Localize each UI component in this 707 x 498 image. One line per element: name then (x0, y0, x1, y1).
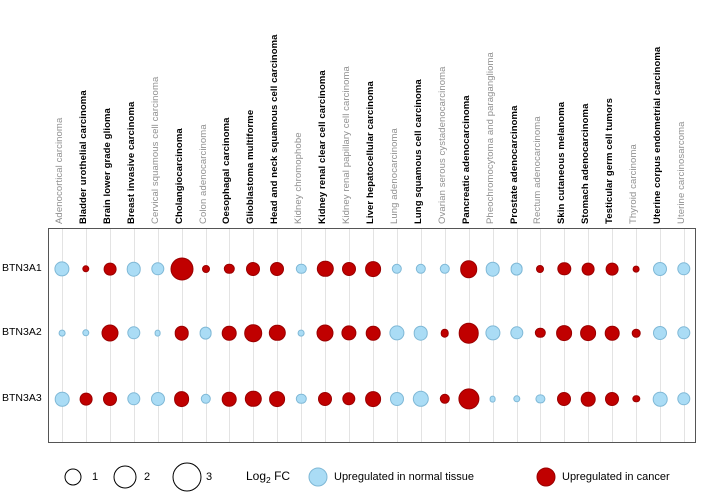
data-point (485, 325, 500, 340)
column-label: Breast invasive carcinoma (125, 101, 137, 224)
data-point (510, 263, 523, 276)
data-point (202, 265, 210, 273)
data-point (653, 262, 667, 276)
data-point (440, 394, 450, 404)
data-point (414, 326, 429, 341)
column-label: Pheochromocytoma and paraganglioma (484, 52, 496, 224)
data-point (103, 392, 117, 406)
data-point (296, 264, 306, 274)
column-label: Bladder urothelial carcinoma (77, 90, 89, 224)
data-point (341, 325, 356, 340)
data-point (127, 392, 140, 405)
column-label: Oesophagal carcinoma (221, 117, 233, 224)
data-point (653, 326, 667, 340)
data-point (365, 261, 381, 277)
data-point (556, 325, 572, 341)
data-point (558, 262, 571, 275)
data-point (54, 261, 69, 276)
data-point (605, 326, 620, 341)
data-point (536, 265, 544, 273)
data-point (677, 262, 690, 275)
legend-size-label: 1 (91, 471, 99, 483)
column-label: Testicular germ cell tumors (604, 97, 616, 224)
data-point (416, 264, 426, 274)
data-point (296, 394, 306, 404)
column-label: Stomach adenocarcinoma (580, 103, 592, 224)
data-point (170, 258, 193, 281)
data-point (389, 325, 404, 340)
column-label: Lung adenocarcinoma (388, 128, 400, 224)
column-label: Glioblastoma multiforme (245, 109, 257, 224)
column-label: Rectum adenocarcinoma (532, 116, 544, 224)
data-point (245, 391, 261, 407)
data-point (458, 388, 479, 409)
legend-size-label: 3 (205, 471, 213, 483)
row-label: BTN3A3 (2, 392, 42, 404)
data-point (485, 262, 500, 277)
column-label: Kidney chromophobe (293, 132, 305, 224)
data-point (582, 263, 595, 276)
data-point (513, 395, 520, 402)
data-point (633, 266, 640, 273)
data-point (677, 326, 690, 339)
data-point (440, 329, 449, 338)
data-point (269, 325, 285, 341)
data-point (317, 261, 333, 277)
column-label: Adenocortical carcinoma (54, 117, 65, 224)
data-point (632, 395, 639, 402)
legend-color-swatch (537, 468, 556, 487)
data-point (557, 392, 571, 406)
data-point (174, 391, 190, 407)
column-label: Brain lower grade glioma (101, 108, 113, 224)
data-point (80, 393, 93, 406)
data-point (317, 325, 334, 342)
data-point (126, 262, 141, 277)
data-point (677, 392, 690, 405)
data-point (224, 264, 234, 274)
column-label: Head and neck squamous cell carcinoma (269, 34, 281, 224)
data-point (269, 391, 285, 407)
legend-size-circle (65, 469, 82, 486)
data-point (342, 262, 356, 276)
column-label: Lung squamous cell carcinoma (412, 79, 424, 224)
legend (0, 455, 707, 498)
data-point (151, 262, 164, 275)
data-point (318, 392, 332, 406)
data-point (606, 263, 619, 276)
data-point (222, 326, 237, 341)
data-point (460, 260, 478, 278)
data-point (580, 325, 596, 341)
column-label: Uterine corpus endometrial carcinoma (652, 46, 664, 224)
row-label: BTN3A2 (2, 326, 42, 338)
data-point (392, 264, 402, 274)
column-label: Pancreatic adenocarcinoma (460, 95, 472, 224)
column-label: Liver hepatocellular carcinoma (365, 81, 376, 224)
column-label: Cholangiocarcinoma (173, 128, 185, 224)
data-point (653, 392, 668, 407)
data-point (413, 391, 429, 407)
data-point (510, 326, 523, 339)
data-point (174, 326, 189, 341)
data-point (632, 329, 641, 338)
data-point (536, 394, 545, 403)
data-point (222, 392, 237, 407)
data-point (605, 392, 619, 406)
data-point (390, 392, 404, 406)
column-label: Uterine carcinosarcoma (676, 121, 687, 224)
data-point (127, 326, 140, 339)
data-point (82, 265, 89, 272)
legend-color-label: Upregulated in cancer (562, 471, 670, 483)
data-point (366, 326, 381, 341)
data-point (82, 329, 89, 336)
legend-size-circle (114, 466, 137, 489)
column-label: Kidney renal papillary cell carcinoma (341, 66, 353, 224)
data-point (59, 330, 66, 337)
column-label: Colon adenocarcinoma (197, 124, 209, 224)
column-label: Thyroid carcinoma (628, 144, 640, 224)
legend-size-label: 2 (143, 471, 151, 483)
column-label: Prostate adenocarcinoma (508, 105, 520, 224)
data-point (440, 264, 450, 274)
data-point (101, 325, 118, 342)
data-point (154, 330, 161, 337)
column-label: Ovarian serous cystadenocarcinoma (436, 66, 448, 224)
legend-size-circle (173, 463, 202, 492)
data-point (245, 324, 263, 342)
data-point (298, 330, 305, 337)
row-label: BTN3A1 (2, 262, 42, 274)
column-label: Skin cutaneous melanoma (556, 101, 568, 224)
plot-area (48, 228, 696, 443)
column-labels (0, 0, 707, 228)
data-point (103, 263, 116, 276)
data-point (55, 392, 70, 407)
data-point (151, 392, 165, 406)
data-point (199, 327, 212, 340)
legend-fc-label: Log$_2$ FC (246, 468, 291, 486)
column-label: Cervical squamous cell carcinoma (149, 76, 161, 224)
data-point (365, 391, 381, 407)
data-point (270, 262, 284, 276)
data-point (458, 323, 479, 344)
column-label: Kidney renal clear cell carcinoma (317, 70, 329, 224)
data-point (342, 392, 355, 405)
data-point (489, 396, 496, 403)
legend-color-swatch (309, 468, 328, 487)
data-point (581, 392, 596, 407)
data-point (535, 328, 545, 338)
legend-color-label: Upregulated in normal tissue (334, 471, 475, 483)
data-point (200, 394, 210, 404)
data-point (246, 262, 260, 276)
